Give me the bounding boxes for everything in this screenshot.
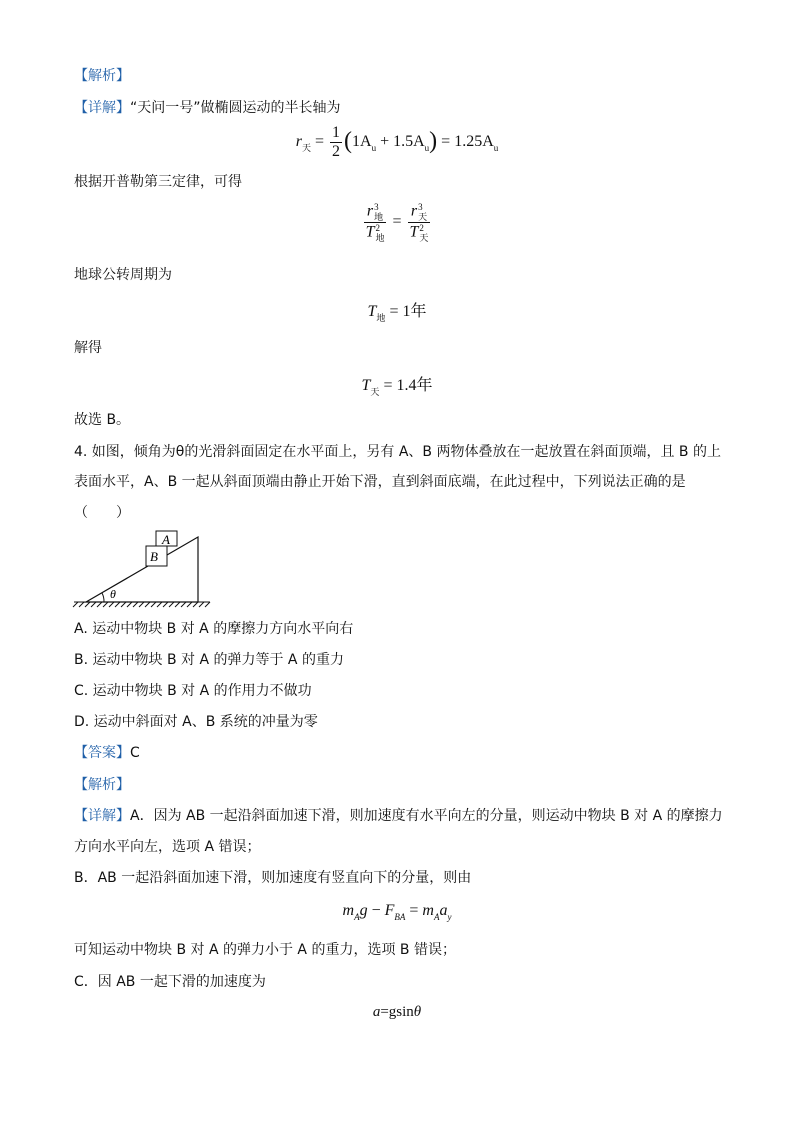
equation-newton-vertical — [0, 902, 794, 922]
eq3-rhs: = 1年 — [389, 303, 427, 320]
eq1-right-paren: ) — [429, 128, 438, 155]
eq5-g: g — [359, 902, 368, 919]
eq2-d2-sup: 2 — [419, 223, 424, 233]
eq1-result: 1.25A — [454, 133, 494, 151]
hatch-stroke — [127, 602, 132, 607]
kepler-paragraph: 根据开普勒第三定律，可得 — [74, 174, 242, 190]
detail-text: “天问一号”做椭圆运动的半长轴为 — [130, 100, 341, 116]
eq2-n1-sup: 3 — [374, 202, 379, 212]
eq2-d1: T — [365, 223, 375, 241]
option-a: A. 运动中物块 B 对 A 的摩擦力方向水平向右 — [74, 621, 354, 637]
eq4-lhs-sub: 天 — [370, 387, 380, 397]
eq6-theta: θ — [413, 1004, 422, 1020]
hatch-stroke — [109, 602, 114, 607]
hatch-stroke — [85, 602, 90, 607]
equation-kepler-third-law — [0, 202, 794, 243]
detail-a-text: A．因为 AB 一起沿斜面加速下滑，则加速度有水平向左的分量，则运动中物块 B 对 A 的摩擦力 — [130, 808, 723, 824]
eq5-a-sub: y — [447, 912, 452, 922]
eq1-equals: = — [314, 133, 325, 151]
option-d: D. 运动中斜面对 A、B 系统的冲量为零 — [74, 714, 318, 730]
eq5-m2-sub: A — [433, 912, 440, 922]
eq4-lhs: T — [361, 377, 371, 394]
eq5-equals: = — [409, 902, 419, 919]
hatch-stroke — [163, 602, 168, 607]
label-b: B — [150, 549, 158, 564]
label-theta: θ — [110, 587, 116, 601]
section-label-analysis: 【解析】 — [74, 68, 130, 84]
question-4-line-3: （ ） — [74, 505, 130, 521]
hatch-stroke — [121, 602, 126, 607]
eq1-equals-2: = — [441, 133, 451, 151]
earth-period-paragraph: 地球公转周期为 — [74, 267, 172, 283]
eq5-a: a — [439, 902, 448, 919]
eq2-equals: = — [392, 213, 402, 231]
eq1-fraction — [330, 124, 342, 161]
option-c: C. 运动中物块 B 对 A 的作用力不做功 — [74, 683, 312, 699]
eq5-minus: − — [371, 902, 381, 919]
eq1-lhs: r — [295, 133, 302, 151]
eq1-term2-sub: u — [424, 143, 430, 154]
hatch-stroke — [187, 602, 192, 607]
ground-hatching — [73, 602, 210, 607]
angle-arc — [102, 593, 104, 602]
eq1-left-paren: ( — [344, 128, 353, 155]
eq5-m: m — [342, 902, 355, 919]
eq5-f: F — [384, 902, 395, 919]
question-4-line-1: 4. 如图，倾角为θ的光滑斜面固定在水平面上，另有 A、B 两物体叠放在一起放置在斜面顶端，且 B 的上 — [74, 444, 721, 460]
eq1-lhs-sub: 天 — [301, 143, 311, 154]
eq6-a: a — [372, 1004, 381, 1020]
eq1-numerator: 1 — [332, 124, 341, 141]
detail-b-line-2: 可知运动中物块 B 对 A 的弹力小于 A 的重力，选项 B 错误； — [74, 942, 456, 958]
eq5-f-sub: BA — [394, 912, 406, 922]
hatch-stroke — [73, 602, 78, 607]
eq4-rhs: = 1.4年 — [383, 377, 433, 394]
hatch-stroke — [139, 602, 144, 607]
detail-a-line-1 — [74, 806, 723, 826]
eq2-d1-sup: 2 — [375, 223, 380, 233]
eq2-n2-sub: 天 — [418, 212, 428, 222]
eq3-lhs: T — [367, 303, 377, 320]
hatch-stroke — [193, 602, 198, 607]
option-b: B. 运动中物块 B 对 A 的弹力等于 A 的重力 — [74, 652, 344, 668]
equation-acceleration — [0, 1004, 794, 1021]
equation-tianwen-period — [0, 372, 794, 398]
eq1-plus: + — [380, 133, 390, 151]
hatch-stroke — [151, 602, 156, 607]
eq2-n1-sub: 地 — [374, 212, 384, 222]
eq2-n2-sup: 3 — [418, 202, 423, 212]
eq6-rest: =gsin — [380, 1004, 414, 1020]
answer-line — [74, 743, 140, 763]
hatch-stroke — [115, 602, 120, 607]
detail-c-line-1: C．因 AB 一起下滑的加速度为 — [74, 974, 266, 990]
hatch-stroke — [133, 602, 138, 607]
hatch-stroke — [175, 602, 180, 607]
eq2-n2: r — [410, 202, 418, 220]
hatch-stroke — [79, 602, 84, 607]
hatch-stroke — [199, 602, 204, 607]
detail-tag: 【详解】 — [74, 100, 130, 116]
hatch-stroke — [103, 602, 108, 607]
eq2-d2: T — [409, 223, 419, 241]
answer-tag: 【答案】 — [74, 745, 130, 761]
label-a: A — [162, 532, 170, 547]
question-4-line-2: 表面水平，A、B 一起从斜面顶端由静止开始下滑，直到斜面底端，在此过程中，下列说法正确的是 — [74, 474, 686, 490]
eq1-term2: 1.5A — [393, 133, 425, 151]
hatch-stroke — [157, 602, 162, 607]
equation-earth-period — [0, 298, 794, 324]
eq3-lhs-sub: 地 — [376, 313, 386, 323]
eq2-d1-sub: 地 — [375, 233, 385, 243]
hatch-stroke — [181, 602, 186, 607]
detail-tag-2: 【详解】 — [74, 808, 130, 824]
hatch-stroke — [205, 602, 210, 607]
incline-triangle — [86, 537, 198, 602]
eq1-result-sub: u — [493, 143, 499, 154]
eq2-d2-sub: 天 — [419, 233, 429, 243]
detail-b-line-1: B．AB 一起沿斜面加速下滑，则加速度有竖直向下的分量，则由 — [74, 870, 472, 886]
detail-paragraph-1 — [74, 98, 341, 118]
eq5-m-sub: A — [354, 912, 360, 922]
eq1-term1-sub: u — [371, 143, 377, 154]
eq2-fraction-right — [408, 202, 431, 243]
solve-paragraph: 解得 — [74, 340, 102, 356]
eq1-term1: 1A — [352, 133, 372, 151]
hatch-stroke — [91, 602, 96, 607]
detail-a-line-2: 方向水平向左，选项 A 错误； — [74, 839, 261, 855]
eq1-denominator: 2 — [332, 143, 341, 160]
eq2-n1: r — [366, 202, 374, 220]
hatch-stroke — [145, 602, 150, 607]
section-label-analysis-2: 【解析】 — [74, 777, 130, 793]
eq5-m2: m — [422, 902, 434, 919]
choose-b-paragraph: 故选 B。 — [74, 412, 131, 428]
answer-value: C — [130, 745, 140, 761]
hatch-stroke — [169, 602, 174, 607]
incline-figure — [70, 525, 215, 610]
eq2-fraction-left — [364, 202, 387, 243]
hatch-stroke — [97, 602, 102, 607]
equation-semi-major-axis — [0, 124, 794, 161]
